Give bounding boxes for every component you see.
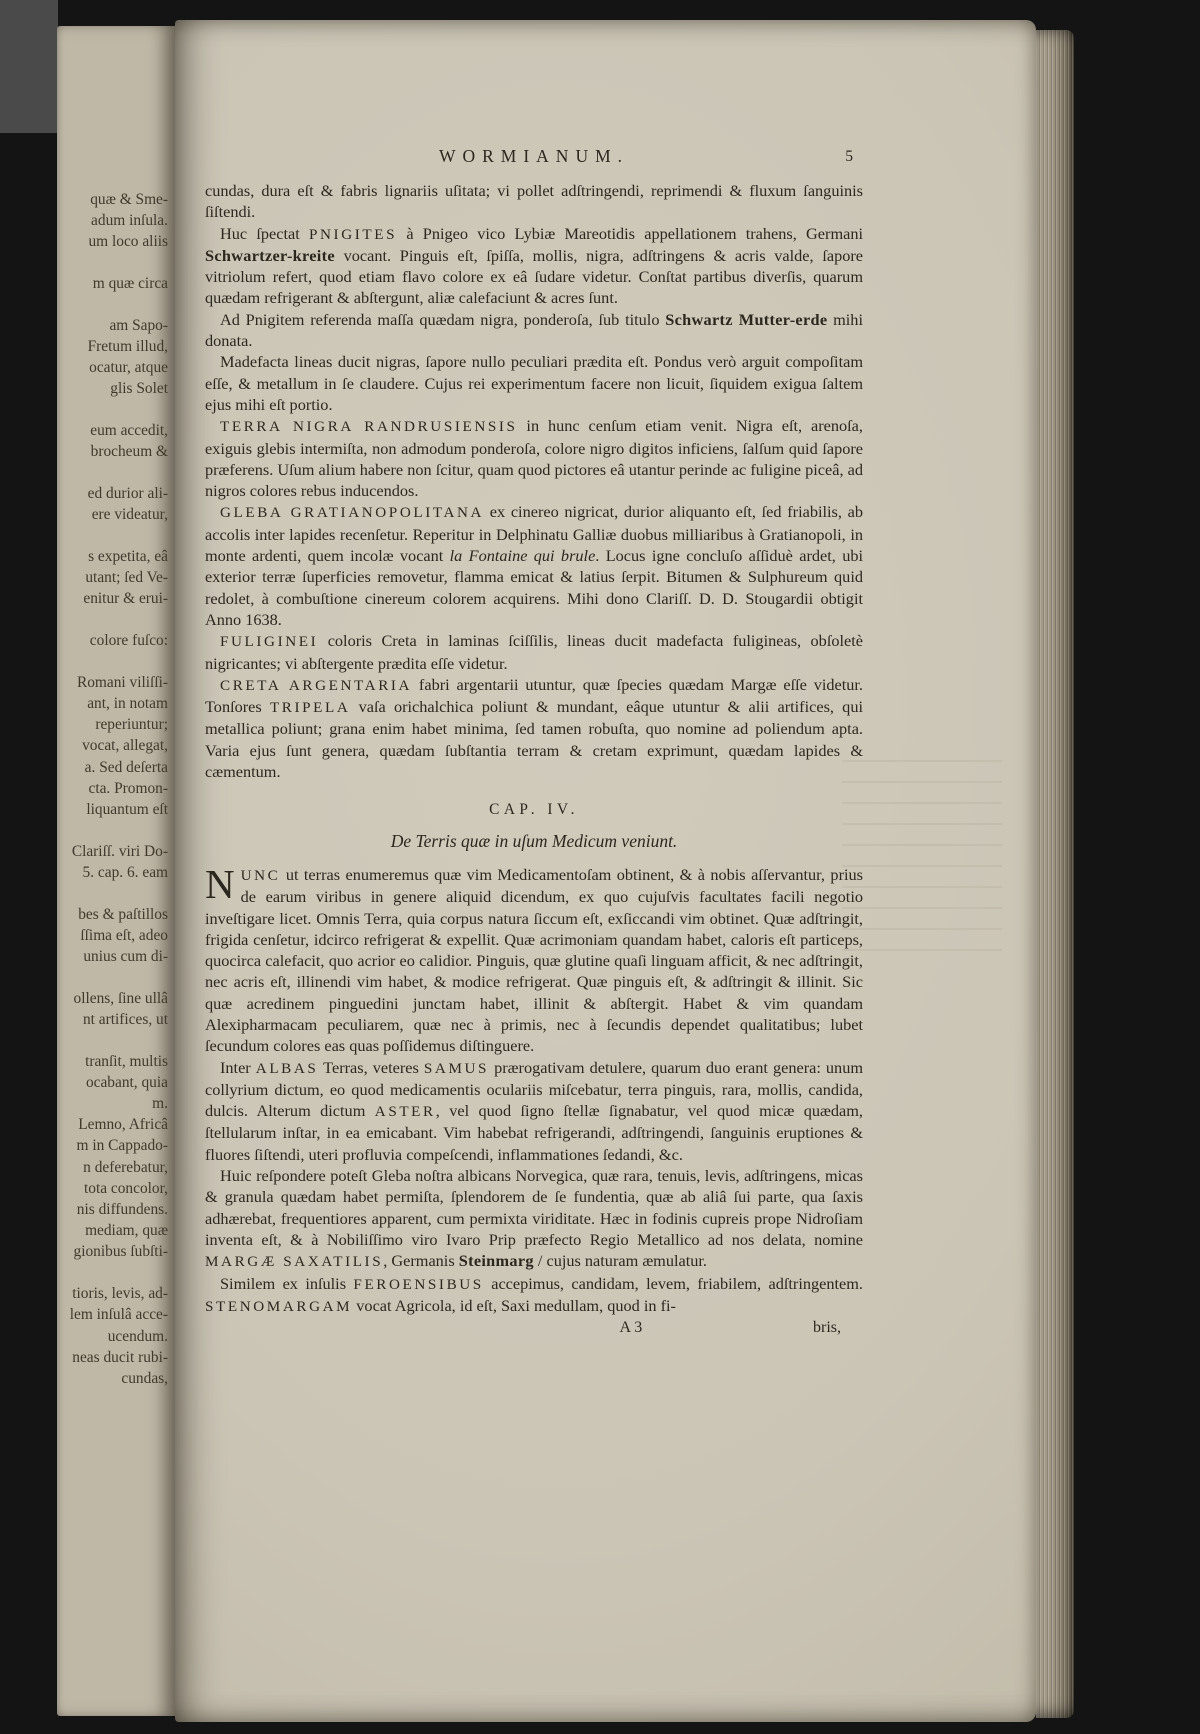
paragraph bbox=[205, 630, 863, 674]
text-segment: ALBAS bbox=[255, 1059, 319, 1077]
text-segment: vocat Agricola, id eſt, Saxi medullam, quod in fi- bbox=[352, 1295, 676, 1315]
fragment-line: ſſima eſt, adeo bbox=[80, 926, 168, 944]
text-segment: ex cinereo nigricat, durior aliquanto eſt, ſed friabilis, ab accolis inter lapides recenſetur. Reperitur in Delphinatu Galliæ duobus milliaribus à Gratianopoli, in monte ardenti, quem incolæ vocant bbox=[205, 502, 863, 566]
text-segment: CAP. IV. bbox=[489, 801, 579, 819]
fragment-line: unius cum di- bbox=[83, 947, 168, 965]
text-segment: TERRA NIGRA RANDRUSIENSIS bbox=[220, 418, 518, 436]
fragment-line: vocat, allegat, bbox=[82, 737, 168, 755]
fragment-line: ucendum. bbox=[107, 1327, 168, 1345]
text-segment: . Locus igne concluſo aſſiduè ardet, ubi exterior terræ ſuperficies removetur, flamma emicat & latius ſerpit. Bitumen & Sulphureum quid redolet, à combuſtione cinereum colorem acquirens. Mihi dono Clariſſ. D. D. Stougardii obtigit Anno 1638. bbox=[205, 546, 864, 629]
text-segment: Huc ſpectat bbox=[220, 223, 309, 243]
signature-mark: A 3 bbox=[619, 1319, 643, 1337]
text-segment: MARGÆ SAXATILIS bbox=[205, 1253, 384, 1271]
paragraph bbox=[205, 223, 863, 309]
paragraph bbox=[205, 415, 863, 501]
chapter-subtitle bbox=[205, 831, 863, 852]
fragment-line: colore fuſco: bbox=[89, 632, 168, 650]
text-segment: accepimus, candidam, levem, friabilem, adſtringentem. bbox=[483, 1273, 863, 1293]
fragment-line: m. bbox=[152, 1095, 168, 1112]
paragraph bbox=[205, 1165, 863, 1272]
fragment-line: nis diffundens. bbox=[76, 1201, 168, 1219]
text-segment: GLEBA GRATIANOPOLITANA bbox=[220, 504, 485, 522]
scan-corner-patch bbox=[0, 0, 58, 133]
fragment-line: quæ & Sme- bbox=[90, 191, 168, 208]
fragment-line: 5. cap. 6. eam bbox=[82, 863, 168, 881]
fragment-line: bes & paſtillos bbox=[78, 905, 168, 923]
text-segment: FULIGINEI bbox=[220, 633, 319, 651]
page-content bbox=[205, 146, 863, 1345]
text-segment: ut terras enumeremus quæ vim Medicamentoſam obtinent, & à nobis aſſervantur, prius de earum viribus in genere aliquid dicendum, ex quo cujuſvis facultates facili negotio inveſtigare licet. Omnis Terra, quia corpus natura ſiccum eſt, exſiccandi vim obtinet. Quæ adſtringit, frigida cenſetur, idcirco refrigerat & expellit. Quæ acrimoniam quandam habet, caloris eſt particeps, quocirca calefacit, quo acrior eo calidior. Pinguis, quæ glutine quaſi linguam afficit, & nec adſtringit, nec acris eſt, illinendi vim habet, & modice refrigerat. Quæ pinguis eſt, & adſtringit & illinit. Sic quæ acredinem pinguedini junctam habet, illinit & abſtergit. Habet & vim quandam Alexipharmacam peculiarem, quæ nec à primis, nec à ſecundis dependet qualitatibus; lubet ſecundum colores eas quas poſſidemus diſtinguere. bbox=[205, 864, 863, 1056]
ink-show-through bbox=[842, 760, 1002, 970]
fragment-line: am Sapo- bbox=[109, 316, 168, 334]
fragment-line: tranſit, multis bbox=[85, 1052, 168, 1070]
fragment-line: reperiuntur; bbox=[95, 716, 168, 734]
paragraph bbox=[205, 1273, 863, 1318]
fragment-line: utant; ſed Ve- bbox=[85, 569, 168, 587]
fragment-line: Lemno, Africâ bbox=[78, 1116, 168, 1134]
fragment-line: gionibus ſubſti- bbox=[73, 1243, 168, 1261]
drop-cap: N bbox=[205, 860, 235, 907]
page-edge-stack bbox=[1036, 30, 1074, 1718]
text-segment: Similem ex inſulis bbox=[220, 1273, 354, 1293]
text-segment: ASTER bbox=[374, 1103, 436, 1121]
text-segment: Huic reſpondere poteſt Gleba noſtra albicans Norvegica, quæ rara, tenuis, levis, adſtringens, micas & granula quædam habet permiſta, ſplendorem de ſe fundentia, quæ ab aliâ ſui parte, qua ſaxis adhærebat, frequentiores apparent, cum permixta viriditate. Hæc in fodinis cupreis prope Nidroſiam inventa eſt, & à Nobiliſſimo viro Ivaro Prip præfecto Regio Metallico ad nos delata, nomine bbox=[205, 1166, 863, 1249]
fragment-line: m quæ circa bbox=[92, 275, 168, 293]
fragment-line: neas ducit rubi- bbox=[72, 1348, 168, 1366]
fragment-line: glis Solet bbox=[110, 380, 168, 398]
text-segment: , Germanis bbox=[383, 1251, 459, 1271]
paragraph bbox=[205, 180, 863, 223]
fragment-line: cundas, bbox=[121, 1369, 168, 1387]
body-text bbox=[205, 180, 863, 1317]
fragment-line: Romani viliſſi- bbox=[76, 673, 168, 691]
fragment-line: Clariſſ. viri Do- bbox=[71, 842, 168, 860]
text-segment: vocant. Pinguis eſt, ſpiſſa, mollis, nigra, adſtringens & acris valde, ſapore vitriolum refert, quod etiam flavo colore ex eâ ſudare videtur. Conſtat partibus diverſis, quarum quædam refrigerant & abſtergunt, aliæ calefaciunt & acres ſunt. bbox=[205, 245, 863, 308]
text-segment: Schwartzer-kreite bbox=[205, 245, 335, 265]
fragment-line: mediam, quæ bbox=[85, 1222, 168, 1240]
fragment-line: ant, in notam bbox=[87, 694, 168, 712]
fragment-line: m in Cappado- bbox=[76, 1137, 168, 1155]
fragment-line: nt artifices, ut bbox=[82, 1010, 168, 1028]
fragment-line: brocheum & bbox=[90, 443, 168, 461]
text-segment: Schwartz Mutter-erde bbox=[665, 309, 828, 329]
paragraph bbox=[205, 351, 863, 415]
text-segment: Steinmarg bbox=[458, 1251, 534, 1271]
paragraph bbox=[205, 1057, 863, 1165]
fragment-line: a. Sed deſerta bbox=[84, 758, 168, 776]
page-footer bbox=[205, 1319, 863, 1345]
text-segment: coloris Creta in laminas ſciſſilis, lineas ducit madefacta fuligineas, obſoletè nigricantes; vi abſtergente prædita eſſe videtur. bbox=[205, 631, 863, 673]
page-number: 5 bbox=[845, 148, 853, 165]
fragment-line: cta. Promon- bbox=[88, 779, 168, 797]
text-segment: TRIPELA bbox=[269, 699, 351, 717]
previous-page-strip bbox=[57, 26, 175, 1716]
chapter-heading bbox=[205, 798, 863, 820]
text-segment: UNC bbox=[240, 866, 281, 884]
fragment-line: n deferebatur, bbox=[83, 1158, 168, 1176]
text-segment: CRETA ARGENTARIA bbox=[220, 676, 413, 694]
fragment-line: ere videatur, bbox=[91, 506, 168, 524]
paragraph bbox=[205, 309, 863, 352]
text-segment: vaſa orichalchica poliunt & mundant, eâque utuntur & alii artifices, qui metallica poliunt; grana enim habet minima, ſed tamen robuſta, quo nomine ad poliendum apta. Varia ejus ſunt genera, quædam ſubſtantia terram & cretam exprimunt, quædam lapides & cæmentum. bbox=[205, 697, 863, 782]
running-head-title: WORMIANUM. bbox=[438, 146, 630, 166]
fragment-line: tioris, levis, ad- bbox=[72, 1285, 168, 1303]
paragraph bbox=[205, 501, 863, 630]
text-segment: FEROENSIBUS bbox=[353, 1275, 484, 1293]
paragraph bbox=[205, 860, 863, 1057]
text-segment: De Terris quæ in uſum Medicum veniunt. bbox=[390, 830, 678, 851]
paragraph bbox=[205, 674, 863, 782]
fragment-line: ocabant, quia bbox=[85, 1073, 168, 1091]
fragment-line: eum accedit, bbox=[90, 422, 168, 440]
text-segment: à Pnigeo vico Lybiæ Mareotidis appellationem trahens, Germani bbox=[397, 223, 863, 243]
text-segment: in hunc cenſum etiam venit. Nigra eſt, arenoſa, exiguis glebis intermiſta, non admodum ponderoſa, colore nigro digitos inficiens, ſalſum quid ſapore præferens. Uſum alium habere non ſcitur, quam quod pictores eâ utantur perinde ac fuligine piceâ, ad nigros colores rebus inducendos. bbox=[205, 416, 863, 501]
fragment-line: ollens, ſine ullâ bbox=[73, 989, 168, 1007]
text-segment: STENOMARGAM bbox=[205, 1297, 353, 1315]
catchword: bris, bbox=[813, 1319, 841, 1337]
text-segment: SAMUS bbox=[423, 1059, 490, 1077]
fragment-line: lem inſulâ acce- bbox=[69, 1306, 168, 1324]
text-segment: , vel quod ſigno ſtellæ ſignabatur, vel quod micæ quædam, ſtellularum inſtar, in ea emicabant. Vim habebat refrigerandi, adſtringendi, ſanguinis eruptiones & fluores ſiſtendi, uteri profluvia compeſcendi, inflammationes ſedandi, &c. bbox=[205, 1101, 864, 1164]
previous-page-fragments bbox=[58, 189, 168, 1389]
text-segment: / cujus naturam æmulatur. bbox=[533, 1251, 707, 1271]
fragment-line: Fretum illud, bbox=[87, 338, 168, 356]
text-segment: fabri argentarii utuntur, quæ ſpecies quædam Margæ eſſe videtur. Tonſores bbox=[205, 674, 864, 717]
fragment-line: enitur & erui- bbox=[83, 590, 168, 608]
fragment-line: um loco aliis bbox=[88, 233, 168, 251]
text-segment: mihi donata. bbox=[205, 309, 863, 351]
fragment-line: liquantum eſt bbox=[86, 800, 168, 818]
fragment-line: adum inſula. bbox=[91, 212, 168, 230]
fragment-line: ocatur, atque bbox=[89, 359, 168, 377]
text-segment: prærogativam detulere, quarum duo erant genera: unum collyrium dictum, eo quod medicamentis oculariis miſcebatur, terra pinguis, rara, mollis, candida, dulcis. Alterum dictum bbox=[205, 1057, 864, 1121]
running-head bbox=[205, 146, 863, 176]
text-segment: Terras, veteres bbox=[318, 1057, 424, 1077]
text-segment: Inter bbox=[220, 1057, 256, 1077]
text-segment: Madefacta lineas ducit nigras, ſapore nullo peculiari prædita eſt. Pondus verò arguit compoſitam eſſe, & metallum in ſe claudere. Cujus rei experimentum facere non licuit, ſiquidem exigua ſaltem ejus mihi eſt portio. bbox=[205, 352, 863, 414]
text-segment: cundas, dura eſt & fabris lignariis uſitata; vi pollet adſtringendi, reprimendi & fluxum ſanguinis ſiſtendi. bbox=[205, 181, 863, 222]
text-segment: la Fontaine qui brule bbox=[449, 546, 596, 566]
text-segment: PNIGITES bbox=[309, 225, 398, 243]
book-page bbox=[175, 20, 1036, 1722]
fragment-line: ed durior ali- bbox=[87, 485, 168, 503]
text-segment: Ad Pnigitem referenda maſſa quædam nigra, ponderoſa, ſub titulo bbox=[220, 309, 666, 329]
fragment-line: tota concolor, bbox=[83, 1179, 168, 1197]
fragment-line: s expetita, eâ bbox=[88, 547, 168, 565]
